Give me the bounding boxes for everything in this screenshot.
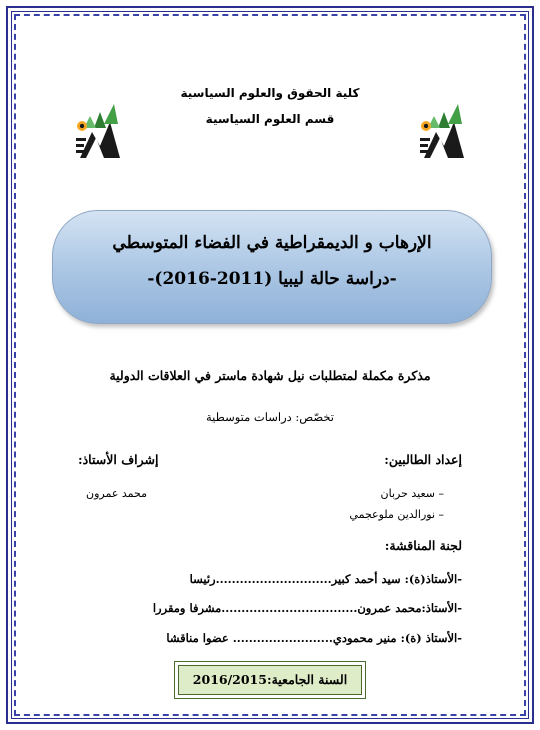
students-label: إعداد الطالبين: (384, 452, 462, 467)
student-name: – نورالدين ملوعجمي (349, 508, 444, 521)
thesis-subtitle: -دراسة حالة ليبيا (2011-2016)- (147, 269, 397, 289)
department-name: قسم العلوم السياسية (205, 112, 335, 126)
supervisor-label: إشراف الأستاذ: (78, 452, 159, 467)
supervisor-name: محمد عمرون (86, 487, 148, 500)
academic-year: السنة الجامعية:2016/2015 (178, 665, 362, 695)
faculty-name: كلية الحقوق والعلوم السياسية (180, 86, 360, 100)
committee-member: -الأستاذ:محمد عمرون..................................مشرفا ومقررا (152, 601, 462, 615)
faculty-header (120, 80, 420, 132)
committee-member: -الأستاذ(ة): سيد أحمد كبير.............................رئيسا (189, 572, 462, 586)
committee-label: لجنة المناقشة: (384, 538, 462, 553)
committee-member: -الأستاذ (ة): منير محمودي......................... عضوا مناقشا (166, 631, 462, 645)
university-logo-icon (414, 98, 470, 164)
student-name: – سعيد حربان (380, 487, 444, 500)
memo-description: مذكرة مكملة لمتطلبات نيل شهادة ماستر في العلاقات الدولية (109, 368, 431, 383)
specialization: تخصّص: دراسات متوسطية (206, 410, 334, 424)
thesis-title: الإرهاب و الديمقراطية في الفضاء المتوسطي (112, 233, 432, 253)
university-logo-icon (70, 98, 126, 164)
thesis-title-box (52, 210, 492, 324)
